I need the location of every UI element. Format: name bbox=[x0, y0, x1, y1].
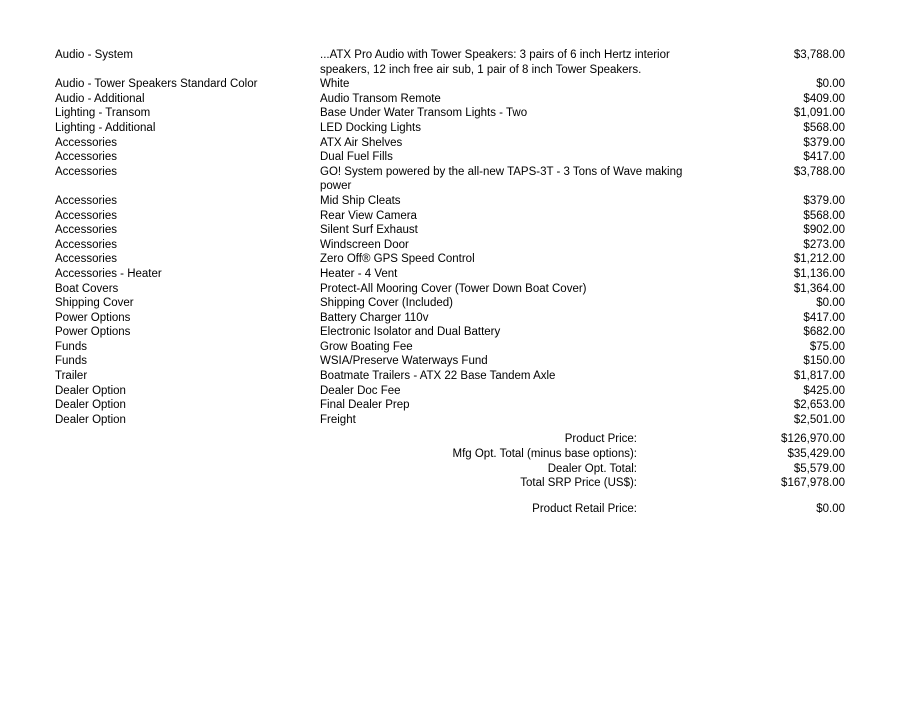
table-row bbox=[55, 267, 845, 282]
table-row bbox=[55, 384, 845, 399]
item-price: $379.00 bbox=[803, 194, 845, 207]
item-description: Audio Transom Remote bbox=[320, 92, 441, 105]
item-price: $409.00 bbox=[803, 92, 845, 105]
item-description: LED Docking Lights bbox=[320, 121, 421, 134]
item-description: Protect-All Mooring Cover (Tower Down Boat Cover) bbox=[320, 282, 587, 295]
item-description: ATX Air Shelves bbox=[320, 136, 403, 149]
item-category: Audio - Additional bbox=[55, 92, 145, 105]
item-price: $0.00 bbox=[816, 78, 845, 91]
table-row bbox=[55, 311, 845, 326]
item-category: Accessories bbox=[55, 151, 117, 164]
table-row bbox=[55, 325, 845, 340]
item-category: Accessories bbox=[55, 224, 117, 237]
item-price: $417.00 bbox=[803, 151, 845, 164]
item-category: Funds bbox=[55, 340, 87, 353]
item-description: Silent Surf Exhaust bbox=[320, 224, 418, 237]
table-row bbox=[55, 354, 845, 369]
item-price: $0.00 bbox=[816, 297, 845, 310]
item-price: $2,653.00 bbox=[793, 399, 845, 412]
retail-price-label: Product Retail Price: bbox=[532, 502, 637, 515]
item-category: Power Options bbox=[55, 326, 131, 339]
totals-label: Total SRP Price (US$): bbox=[520, 477, 637, 490]
line-items-table bbox=[55, 48, 845, 427]
item-price: $150.00 bbox=[803, 355, 845, 368]
item-category: Lighting - Additional bbox=[55, 121, 156, 134]
table-row bbox=[55, 223, 845, 238]
item-description: Dual Fuel Fills bbox=[320, 151, 393, 164]
item-category: Boat Covers bbox=[55, 282, 119, 295]
item-price: $75.00 bbox=[809, 340, 845, 353]
item-price: $273.00 bbox=[803, 238, 845, 251]
table-row bbox=[55, 165, 845, 194]
item-category: Dealer Option bbox=[55, 384, 126, 397]
item-category: Dealer Option bbox=[55, 413, 126, 426]
totals-value: $35,429.00 bbox=[787, 448, 845, 461]
item-description: Electronic Isolator and Dual Battery bbox=[320, 326, 501, 339]
item-price: $3,788.00 bbox=[793, 165, 845, 178]
item-description: Final Dealer Prep bbox=[320, 399, 410, 412]
totals-label: Product Price: bbox=[564, 433, 637, 446]
table-row bbox=[55, 340, 845, 355]
totals-value: $167,978.00 bbox=[781, 477, 845, 490]
item-price: $1,091.00 bbox=[793, 107, 845, 120]
table-row bbox=[55, 92, 845, 107]
item-description: Windscreen Door bbox=[320, 238, 409, 251]
item-description: Mid Ship Cleats bbox=[320, 194, 401, 207]
item-description: Grow Boating Fee bbox=[320, 340, 413, 353]
item-price: $379.00 bbox=[803, 136, 845, 149]
item-description: Base Under Water Transom Lights - Two bbox=[320, 107, 528, 120]
table-row bbox=[55, 238, 845, 253]
item-description: Dealer Doc Fee bbox=[320, 384, 401, 397]
item-price: $417.00 bbox=[803, 311, 845, 324]
item-category: Dealer Option bbox=[55, 399, 126, 412]
item-category: Funds bbox=[55, 355, 87, 368]
totals-section bbox=[55, 432, 845, 490]
item-category: Accessories bbox=[55, 253, 117, 266]
totals-label: Dealer Opt. Total: bbox=[547, 462, 637, 475]
table-row bbox=[55, 77, 845, 92]
item-category: Accessories bbox=[55, 238, 117, 251]
table-row bbox=[55, 252, 845, 267]
item-category: Shipping Cover bbox=[55, 297, 134, 310]
totals-row bbox=[55, 476, 845, 491]
item-category: Power Options bbox=[55, 311, 131, 324]
table-row bbox=[55, 296, 845, 311]
item-description: WSIA/Preserve Waterways Fund bbox=[320, 355, 488, 368]
item-description: ...ATX Pro Audio with Tower Speakers: 3 pairs of 6 inch Hertz interior speakers, 12 inch free air sub, 1 pair of 8 inch Tower Speakers. bbox=[320, 49, 670, 76]
table-row bbox=[55, 106, 845, 121]
item-description: Shipping Cover (Included) bbox=[320, 297, 453, 310]
item-category: Accessories - Heater bbox=[55, 267, 162, 280]
item-price: $1,817.00 bbox=[793, 370, 845, 383]
table-row bbox=[55, 136, 845, 151]
totals-value: $126,970.00 bbox=[781, 433, 845, 446]
item-category: Accessories bbox=[55, 209, 117, 222]
item-category: Audio - System bbox=[55, 49, 133, 61]
totals-label: Mfg Opt. Total (minus base options): bbox=[452, 448, 637, 461]
item-category: Audio - Tower Speakers Standard Color bbox=[55, 78, 258, 91]
item-description: GO! System powered by the all-new TAPS-3T - 3 Tons of Wave making power bbox=[320, 165, 683, 193]
item-price: $682.00 bbox=[803, 326, 845, 339]
item-price: $902.00 bbox=[803, 224, 845, 237]
item-price: $1,136.00 bbox=[793, 267, 845, 280]
table-row bbox=[55, 398, 845, 413]
item-description: White bbox=[320, 78, 350, 91]
item-category: Accessories bbox=[55, 136, 117, 149]
totals-row bbox=[55, 447, 845, 462]
table-row bbox=[55, 282, 845, 297]
item-price: $2,501.00 bbox=[793, 413, 845, 426]
totals-row bbox=[55, 432, 845, 447]
item-price: $568.00 bbox=[803, 209, 845, 222]
table-row bbox=[55, 121, 845, 136]
item-description: Boatmate Trailers - ATX 22 Base Tandem Axle bbox=[320, 370, 556, 383]
item-price: $3,788.00 bbox=[793, 49, 845, 61]
table-row bbox=[55, 369, 845, 384]
table-row bbox=[55, 209, 845, 224]
item-description: Heater - 4 Vent bbox=[320, 267, 398, 280]
retail-price-row bbox=[55, 502, 845, 517]
item-price: $1,212.00 bbox=[793, 253, 845, 266]
item-price: $568.00 bbox=[803, 121, 845, 134]
totals-value: $5,579.00 bbox=[793, 462, 845, 475]
table-row bbox=[55, 150, 845, 165]
table-row bbox=[55, 48, 845, 77]
item-category: Trailer bbox=[55, 370, 88, 383]
table-row bbox=[55, 194, 845, 209]
retail-price-value: $0.00 bbox=[816, 502, 845, 515]
table-row bbox=[55, 413, 845, 428]
item-description: Freight bbox=[320, 413, 356, 426]
item-category: Accessories bbox=[55, 194, 117, 207]
totals-row bbox=[55, 462, 845, 477]
item-price: $1,364.00 bbox=[793, 282, 845, 295]
item-description: Rear View Camera bbox=[320, 209, 417, 222]
item-description: Zero Off® GPS Speed Control bbox=[320, 253, 475, 266]
item-category: Accessories bbox=[55, 165, 117, 178]
item-price: $425.00 bbox=[803, 384, 845, 397]
item-description: Battery Charger 110v bbox=[320, 311, 429, 324]
item-category: Lighting - Transom bbox=[55, 107, 151, 120]
